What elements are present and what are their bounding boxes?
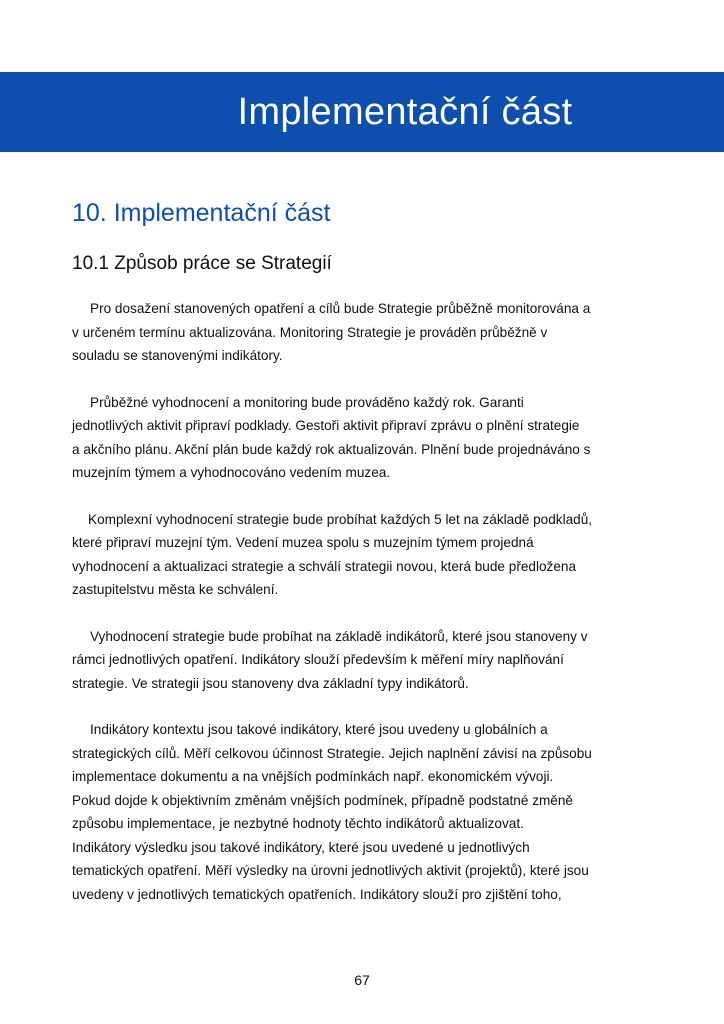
paragraph-annual-evaluation: Průběžné vyhodnocení a monitoring bude prováděno každý rok. Garanti jednotlivých aktivit připraví podklady. Gestoři aktivit připraví zprávu o plnění strategie a akčního plánu. Akční plán bude každý rok aktualizován. Plnění bude projednáváno s muzejním týmem a vyhodnocováno vedením muzea. [72, 394, 591, 480]
paragraph-monitoring: Pro dosažení stanovených opatření a cílů bude Strategie průběžně monitorována a v určeném termínu aktualizována. Monitoring Strategie je prováděn průběžně v souladu se stanovenými indikátory. [72, 301, 591, 363]
paragraph-indicator-types: Indikátory kontextu jsou takové indikátory, které jsou uvedeny u globálních a strategických cílů. Měří celkovou účinnost Strategie. Jejich naplnění závisí na způsobu implementace dokumentu a na vnějších podmínkách např. ekonomickém vývoji. Pokud dojde k objektivním změnám vnějších podmínek, případně podstatné změně způsobu implementace, je nezbytné hodnoty těchto indikátorů aktualizovat. Indikátory výsledku jsou takové indikátory, které jsou uvedené u jednotlivých tematických opatření. Měří výsledky na úrovni jednotlivých aktivit (projektů), které jsou uvedeny v jednotlivých tematických opatřeních. Indikátory slouží pro zjištění toho, [72, 722, 592, 902]
banner-title: Implementační část [237, 90, 573, 133]
page-content [72, 196, 662, 906]
paragraph-indicators: Vyhodnocení strategie bude probíhat na základě indikátorů, které jsou stanoveny v rámci jednotlivých opatření. Indikátory slouží především k měření míry naplňování strategie. Ve strategii jsou stanoveny dva základní typy indikátorů. [72, 628, 588, 691]
page-number: 67 [354, 972, 370, 988]
subsection-heading: 10.1 Způsob práce se Strategií [72, 253, 332, 274]
section-heading: 10. Implementační část [72, 199, 331, 227]
header-banner [0, 72, 724, 152]
paragraph-complex-evaluation: Komplexní vyhodnocení strategie bude probíhat každých 5 let na základě podkladů, které připraví muzejní tým. Vedení muzea spolu s muzejním týmem projedná vyhodnocení a aktualizaci strategie a schválí strategii novou, která bude předložena zastupitelstvu města ke schválení. [72, 511, 593, 597]
